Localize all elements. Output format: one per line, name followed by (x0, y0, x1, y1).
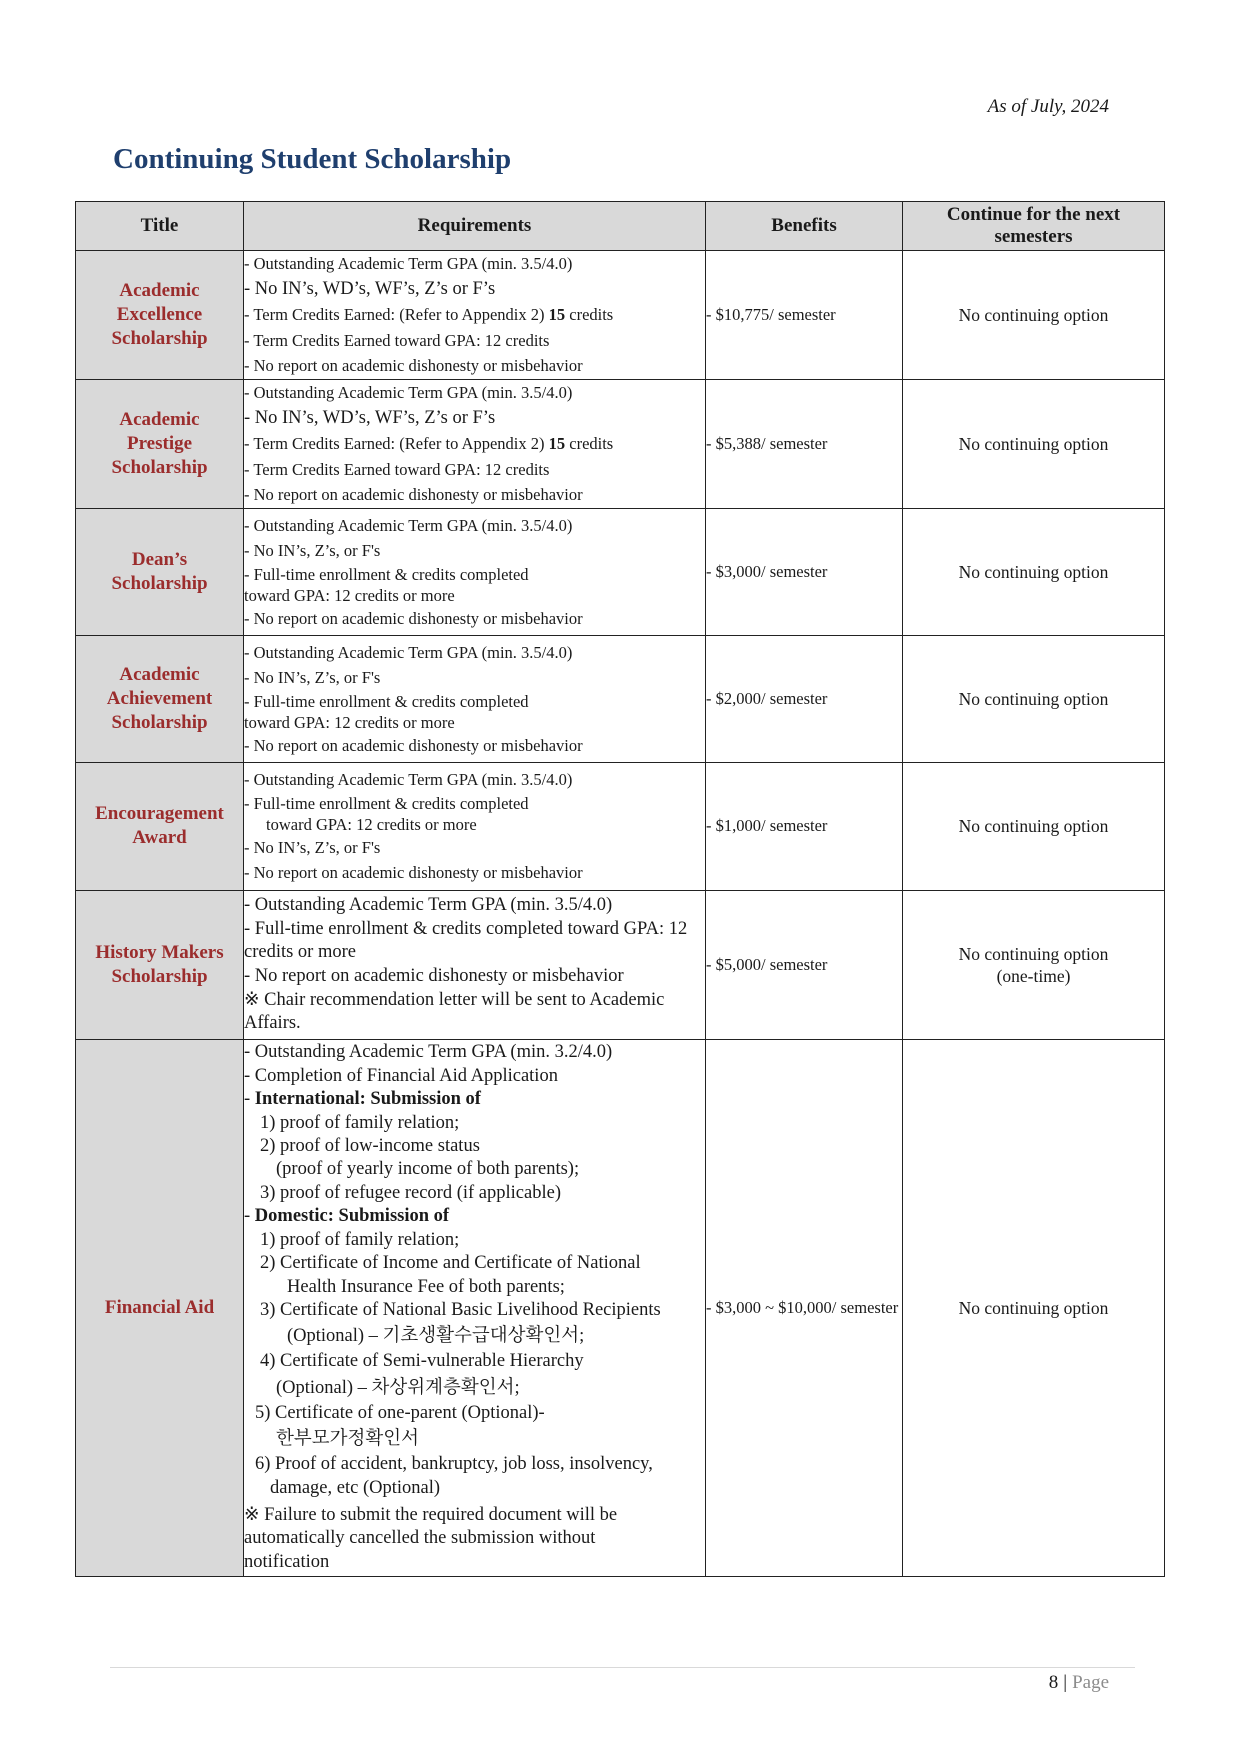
continue-text: No continuing option (958, 943, 1109, 964)
page-label: Page (1072, 1672, 1109, 1693)
benefit-cell: - $3,000 ~ $10,000/ semester (706, 1039, 903, 1576)
requirement-line: - Term Credits Earned toward GPA: 12 credits (244, 459, 550, 479)
footer-divider (110, 1667, 1135, 1668)
requirements-cell (244, 508, 706, 635)
requirement-line: - Outstanding Academic Term GPA (min. 3.5/4.0) (244, 770, 573, 790)
requirement-line: - Outstanding Academic Term GPA (min. 3.5/4.0) (244, 895, 613, 916)
requirements-cell (244, 379, 706, 508)
requirements-cell (244, 762, 706, 890)
requirement-line: 2) proof of low-income status (260, 1136, 480, 1157)
requirement-line: - Outstanding Academic Term GPA (min. 3.5/4.0) (244, 254, 573, 273)
requirement-line: - No report on academic dishonesty or misbehavior (244, 965, 624, 986)
benefit-cell: - $5,000/ semester (706, 890, 903, 1039)
requirement-line: 5) Certificate of one-parent (Optional)- (255, 1402, 545, 1423)
requirement-line: - No report on academic dishonesty or misbehavior (244, 735, 583, 755)
requirement-line: - Term Credits Earned: (Refer to Appendix 2) 15 credits (244, 305, 614, 325)
scholarship-title: Academic Prestige Scholarship (76, 379, 244, 508)
continue-cell (903, 890, 1165, 1039)
requirement-line: - Outstanding Academic Term GPA (min. 3.5/4.0) (244, 642, 573, 662)
requirement-line: (Optional) – 차상위계층확인서; (276, 1377, 520, 1398)
continue-cell: No continuing option (903, 251, 1165, 380)
requirement-line: - Completion of Financial Aid Application (244, 1065, 558, 1086)
continue-cell: No continuing option (903, 379, 1165, 508)
continue-cell: No continuing option (903, 508, 1165, 635)
requirement-line: 1) proof of family relation; (260, 1112, 460, 1133)
requirement-line: - Full-time enrollment & credits completed toward GPA: 12 credits or more (244, 918, 688, 963)
continue-cell: No continuing option (903, 635, 1165, 762)
requirement-line: 3) proof of refugee record (if applicable) (260, 1182, 561, 1203)
table-row (76, 379, 1165, 508)
requirement-line: (Optional) – 기초생활수급대상확인서; (287, 1326, 585, 1347)
requirement-line: damage, etc (Optional) (270, 1477, 441, 1498)
benefit-cell: - $1,000/ semester (706, 762, 903, 890)
benefit-cell: - $5,388/ semester (706, 379, 903, 508)
requirement-line: 한부모가정확인서 (276, 1429, 419, 1450)
table-row (76, 1039, 1165, 1576)
requirement-line: 1) proof of family relation; (260, 1229, 460, 1250)
requirement-line: - Full-time enrollment & credits completed (244, 793, 529, 813)
header-continue: Continue for the next semesters (903, 202, 1165, 251)
table-row (76, 762, 1165, 890)
requirement-line: 4) Certificate of Semi-vulnerable Hierarchy (260, 1351, 584, 1372)
requirement-line: Health Insurance Fee of both parents; (287, 1276, 565, 1297)
requirement-line: - No report on academic dishonesty or misbehavior (244, 608, 583, 628)
requirement-line: - Outstanding Academic Term GPA (min. 3.5/4.0) (244, 515, 573, 535)
scholarship-table (75, 201, 1165, 1577)
page-number: 8 (1048, 1672, 1059, 1693)
header-title: Title (76, 202, 244, 251)
continue-cell: No continuing option (903, 762, 1165, 890)
requirements-cell (244, 890, 706, 1039)
page-title: Continuing Student Scholarship (113, 143, 512, 175)
requirement-line: - No IN’s, WD’s, WF’s, Z’s or F’s (244, 407, 496, 428)
requirements-cell (244, 251, 706, 380)
requirement-line: 6) Proof of accident, bankruptcy, job loss, insolvency, (255, 1454, 653, 1475)
requirement-line: 3) Certificate of National Basic Livelihood Recipients (260, 1299, 661, 1320)
as-of-date: As of July, 2024 (987, 96, 1109, 117)
requirement-line: - No report on academic dishonesty or misbehavior (244, 485, 583, 505)
requirement-line: - No report on academic dishonesty or misbehavior (244, 356, 583, 376)
requirement-line: - No IN’s, Z’s, or F's (244, 668, 381, 688)
header-benefits: Benefits (706, 202, 903, 251)
requirement-line: - Term Credits Earned: (Refer to Appendix 2) 15 credits (244, 434, 614, 454)
benefit-cell: - $2,000/ semester (706, 635, 903, 762)
continue-cell: No continuing option (903, 1039, 1165, 1576)
page-footer (1049, 1672, 1109, 1694)
requirement-line: - Term Credits Earned toward GPA: 12 credits (244, 330, 550, 350)
scholarship-title: Financial Aid (76, 1039, 244, 1576)
requirement-line: ※ Chair recommendation letter will be sent to Academic Affairs. (244, 989, 665, 1034)
requirement-line: - No report on academic dishonesty or misbehavior (244, 863, 583, 883)
requirement-line: - Outstanding Academic Term GPA (min. 3.5/4.0) (244, 382, 573, 402)
scholarship-title: Academic Achievement Scholarship (76, 635, 244, 762)
requirement-line: - Domestic: Submission of (244, 1206, 450, 1227)
requirement-line: - No IN’s, WD’s, WF’s, Z’s or F’s (244, 278, 496, 299)
scholarship-title: History Makers Scholarship (76, 890, 244, 1039)
requirement-line: toward GPA: 12 credits or more (244, 585, 455, 605)
requirement-line: (proof of yearly income of both parents); (276, 1159, 580, 1180)
requirement-line: ※ Failure to submit the required document will be automatically cancelled the submission without notification (244, 1504, 618, 1572)
requirements-cell (244, 1039, 706, 1576)
requirement-line: - No IN’s, Z’s, or F's (244, 541, 381, 561)
table-header-row (76, 202, 1165, 251)
requirement-line: - International: Submission of (244, 1089, 481, 1110)
requirement-line: - Full-time enrollment & credits completed (244, 564, 529, 584)
footer-separator: | (1063, 1672, 1068, 1693)
requirement-line: 2) Certificate of Income and Certificate of National (260, 1253, 641, 1274)
benefit-cell: - $3,000/ semester (706, 508, 903, 635)
requirements-cell (244, 635, 706, 762)
requirement-line: - Outstanding Academic Term GPA (min. 3.2/4.0) (244, 1042, 613, 1063)
header-requirements: Requirements (244, 202, 706, 251)
requirement-line: toward GPA: 12 credits or more (266, 814, 477, 834)
requirement-line: - Full-time enrollment & credits completed (244, 691, 529, 711)
continue-note: (one-time) (996, 965, 1071, 986)
table-row (76, 890, 1165, 1039)
scholarship-title: Dean’s Scholarship (76, 508, 244, 635)
scholarship-title: Academic Excellence Scholarship (76, 251, 244, 380)
requirement-line: - No IN’s, Z’s, or F's (244, 837, 381, 857)
scholarship-title: Encouragement Award (76, 762, 244, 890)
table-row (76, 635, 1165, 762)
table-row (76, 508, 1165, 635)
benefit-cell: - $10,775/ semester (706, 251, 903, 380)
requirement-line: toward GPA: 12 credits or more (244, 712, 455, 732)
table-row (76, 251, 1165, 380)
